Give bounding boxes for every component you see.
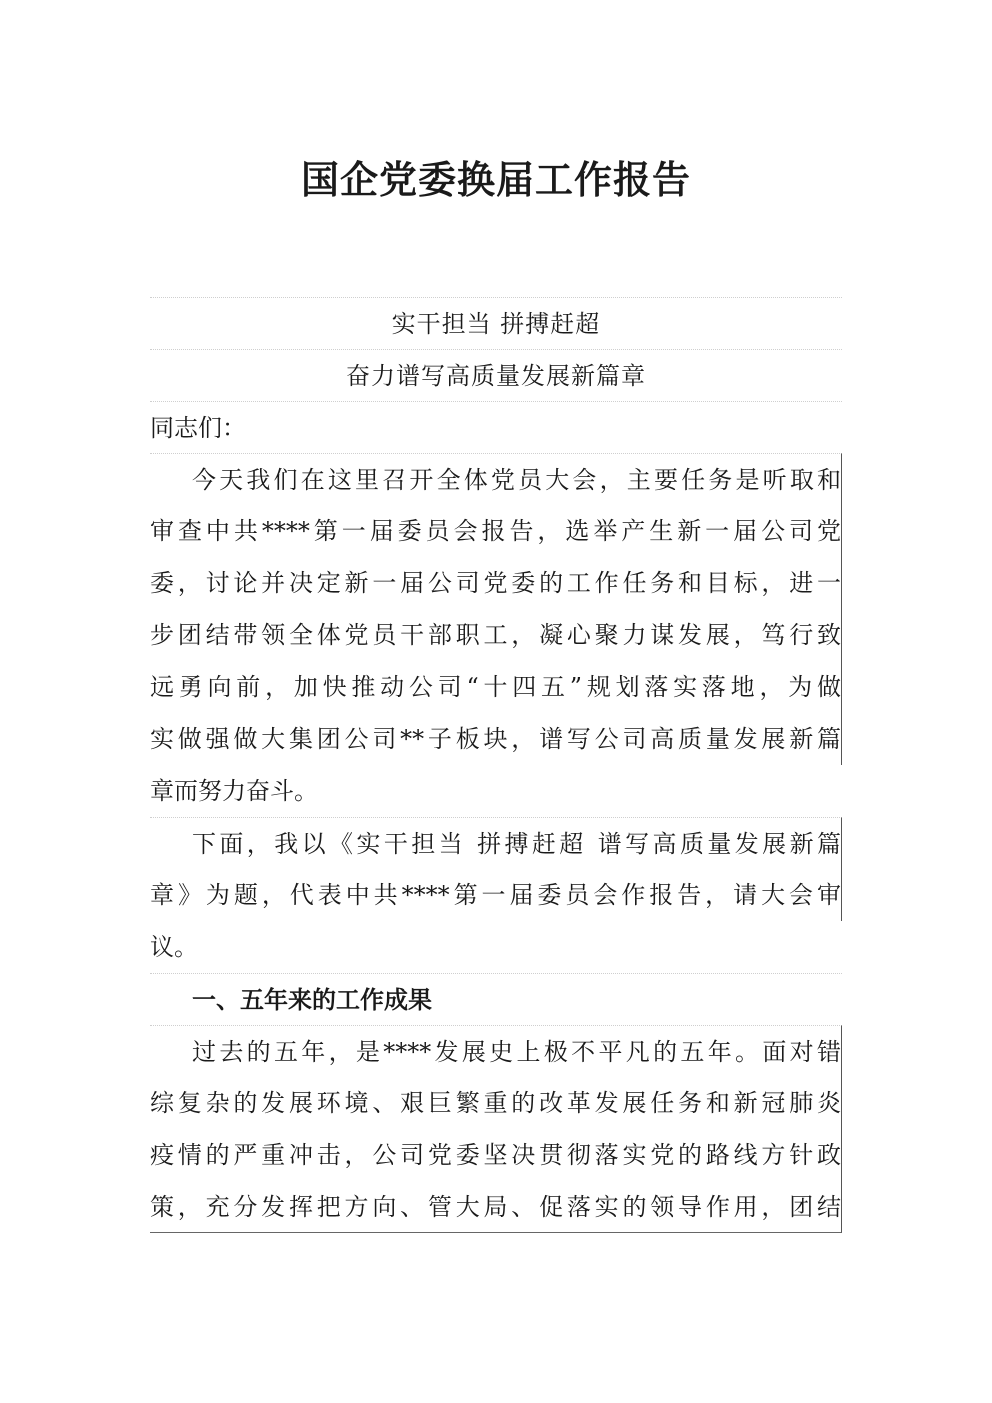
paragraph-3-line: 策，充分发挥把方向、管大局、促落实的领导作用，团结	[150, 1181, 842, 1233]
paragraph-2-line: 章》为题，代表中共****第一届委员会作报告，请大会审	[150, 869, 842, 921]
document-body	[150, 297, 842, 1233]
paragraph-3-line: 综复杂的发展环境、艰巨繁重的改革发展任务和新冠肺炎	[150, 1077, 842, 1129]
paragraph-1-line: 实做强做大集团公司**子板块，谱写公司高质量发展新篇	[150, 713, 842, 765]
section-heading: 一、五年来的工作成果	[150, 973, 842, 1025]
paragraph-2-line: 下面，我以《实干担当 拼搏赶超 谱写高质量发展新篇	[150, 817, 842, 869]
salutation: 同志们：	[150, 401, 842, 453]
document-title: 国企党委换届工作报告	[300, 157, 691, 202]
paragraph-1-line: 今天我们在这里召开全体党员大会，主要任务是听取和	[150, 453, 842, 505]
paragraph-1-line: 步团结带领全体党员干部职工，凝心聚力谋发展，笃行致	[150, 609, 842, 661]
paragraph-3-line: 过去的五年，是****发展史上极不平凡的五年。面对错	[150, 1025, 842, 1077]
paragraph-2-line: 议。	[150, 933, 198, 961]
paragraph-1-line: 章而努力奋斗。	[150, 777, 318, 805]
paragraph-1-line: 委，讨论并决定新一届公司党委的工作任务和目标，进一	[150, 557, 842, 609]
paragraph-1-line: 远勇向前，加快推动公司“十四五”规划落实落地，为做	[150, 661, 842, 713]
paragraph-1-line: 审查中共****第一届委员会报告，选举产生新一届公司党	[150, 505, 842, 557]
subtitle-line-1: 实干担当 拼搏赶超	[150, 297, 842, 349]
paragraph-3-line: 疫情的严重冲击，公司党委坚决贯彻落实党的路线方针政	[150, 1129, 842, 1181]
subtitle-line-2: 奋力谱写高质量发展新篇章	[150, 349, 842, 401]
